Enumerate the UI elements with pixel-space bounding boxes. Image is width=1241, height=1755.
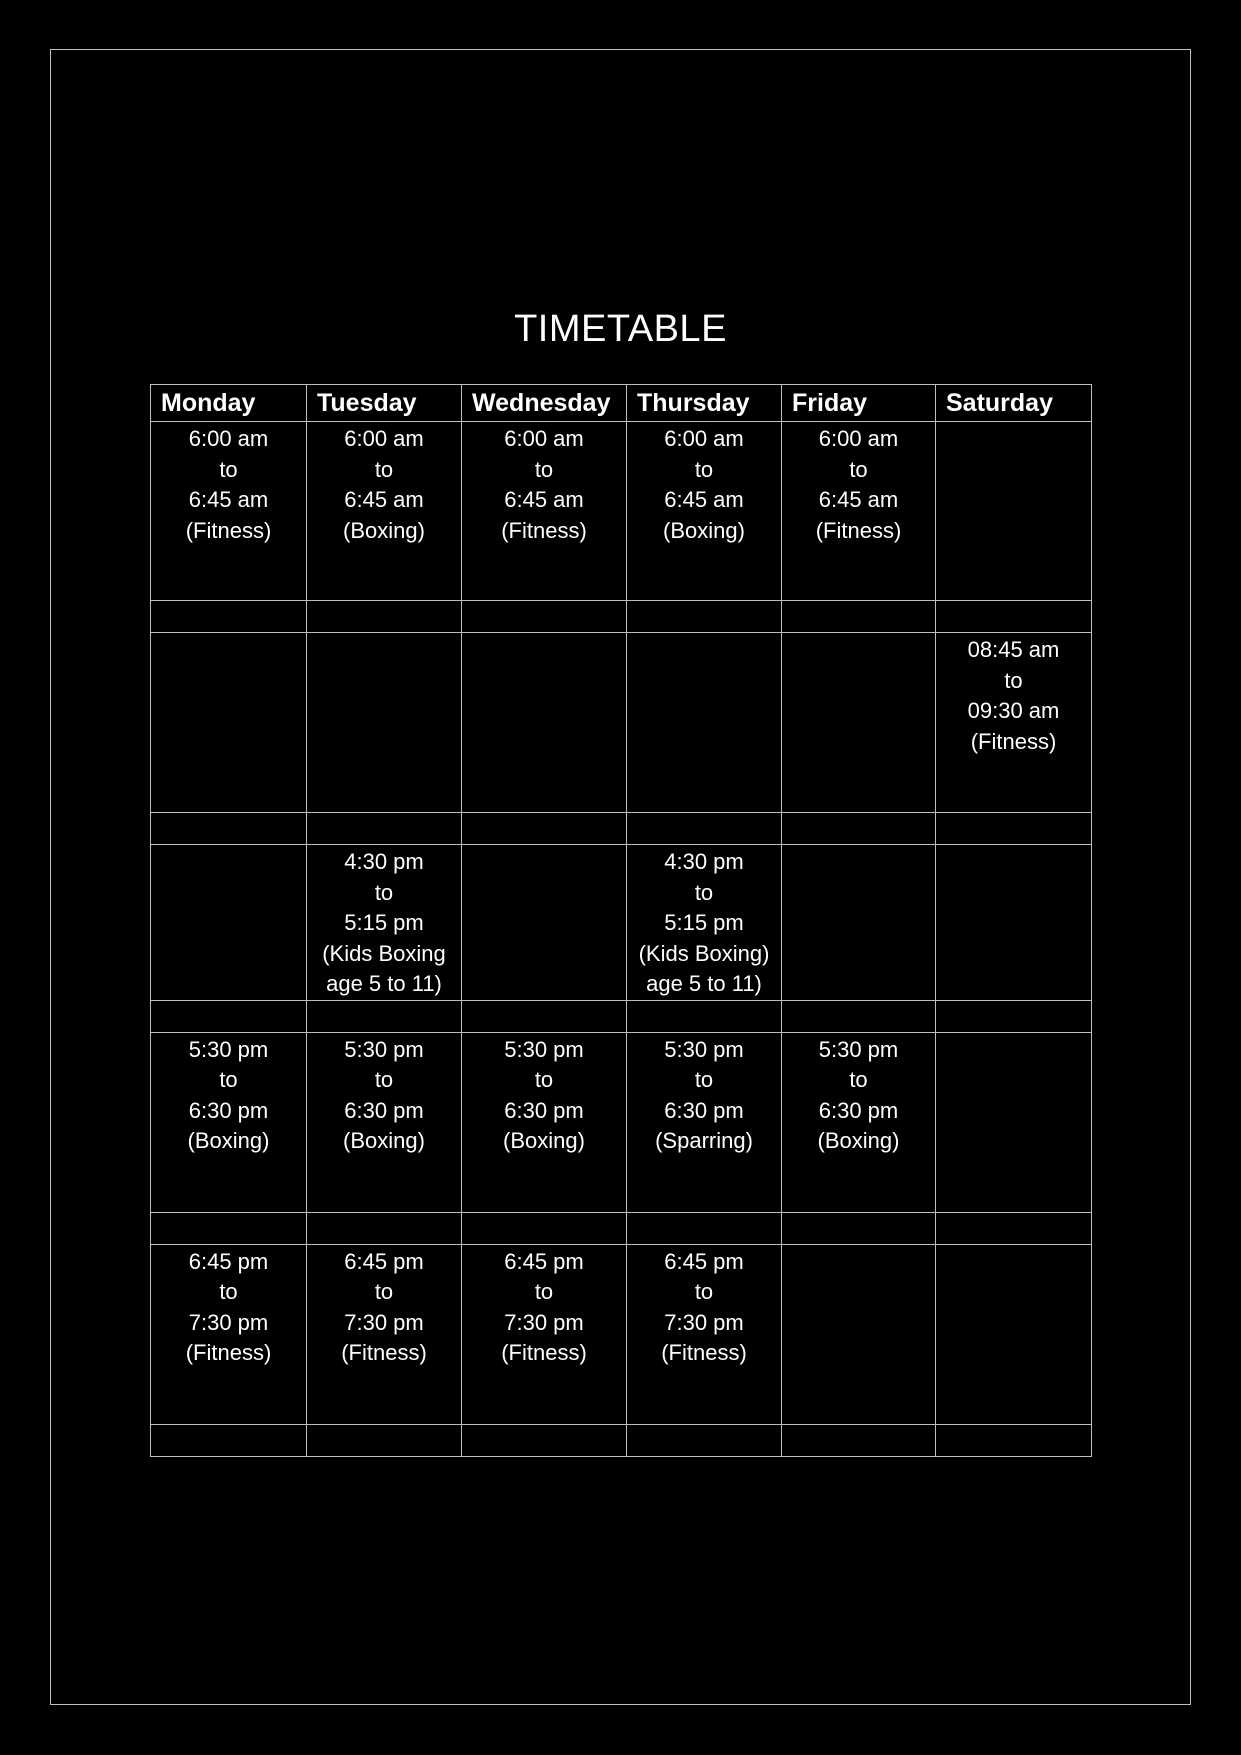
class-slot-line: to bbox=[534, 456, 554, 482]
class-slot-line: to bbox=[694, 456, 714, 482]
class-slot-line: to bbox=[694, 1279, 714, 1304]
class-slot-line: (Fitness) bbox=[185, 1340, 272, 1365]
timetable-row bbox=[151, 422, 1092, 601]
class-slot-line: to bbox=[534, 1279, 554, 1304]
class-slot-monday bbox=[151, 422, 307, 601]
class-slot-tuesday bbox=[307, 1032, 462, 1212]
class-slot-line: (Fitness) bbox=[341, 1340, 427, 1365]
class-slot-line: 4:30 pm bbox=[344, 849, 424, 874]
class-slot-line: 6:30 pm bbox=[344, 1097, 424, 1123]
spacer-cell bbox=[782, 1424, 936, 1456]
class-slot-friday bbox=[782, 1244, 936, 1424]
class-slot-line: (Fitness) bbox=[970, 728, 1057, 754]
class-slot-thursday bbox=[627, 1244, 782, 1424]
timetable-row bbox=[151, 1032, 1092, 1212]
day-header-saturday: Saturday bbox=[936, 385, 1092, 422]
class-slot-line: 6:00 am bbox=[664, 426, 744, 451]
spacer-cell bbox=[936, 1424, 1092, 1456]
class-slot-saturday bbox=[936, 1244, 1092, 1424]
class-slot-tuesday bbox=[307, 1244, 462, 1424]
spacer-cell bbox=[307, 1000, 462, 1032]
class-slot-line: 7:30 pm bbox=[664, 1309, 744, 1335]
day-header-thursday: Thursday bbox=[627, 385, 782, 422]
spacer-cell bbox=[782, 813, 936, 845]
class-slot-monday bbox=[151, 1244, 307, 1424]
class-slot-line: 6:45 am bbox=[504, 487, 584, 512]
class-slot-line: 6:45 am bbox=[188, 487, 269, 512]
class-slot-line: 7:30 pm bbox=[188, 1309, 269, 1335]
class-slot-line: 6:45 pm bbox=[504, 1248, 584, 1274]
spacer-cell bbox=[462, 601, 627, 633]
class-slot-line: to bbox=[219, 456, 238, 482]
class-slot-line: 6:00 am bbox=[818, 426, 899, 451]
class-slot-line: (Fitness) bbox=[185, 517, 272, 543]
spacer-cell bbox=[782, 1000, 936, 1032]
class-slot-line: to bbox=[534, 1067, 554, 1092]
class-slot-line: (Boxing) bbox=[187, 1128, 270, 1153]
class-slot-tuesday bbox=[307, 845, 462, 1001]
class-slot-line: to bbox=[849, 1067, 868, 1092]
day-header-wednesday: Wednesday bbox=[462, 385, 627, 422]
spacer-cell bbox=[462, 1424, 627, 1456]
class-slot-line: 6:45 pm bbox=[664, 1248, 744, 1274]
class-slot-line: (Kids Boxing bbox=[322, 940, 446, 966]
class-slot-wednesday bbox=[462, 1244, 627, 1424]
timetable-row bbox=[151, 633, 1092, 813]
class-slot-line: 5:30 pm bbox=[664, 1036, 744, 1062]
class-slot-saturday bbox=[936, 422, 1092, 601]
class-slot-line: (Kids Boxing) bbox=[638, 940, 770, 966]
class-slot-line: 6:45 pm bbox=[188, 1248, 269, 1274]
class-slot-thursday bbox=[627, 1032, 782, 1212]
spacer-cell bbox=[462, 1212, 627, 1244]
class-slot-line: (Boxing) bbox=[343, 517, 425, 543]
spacer-row bbox=[151, 1000, 1092, 1032]
class-slot-line: (Boxing) bbox=[343, 1128, 425, 1153]
spacer-cell bbox=[151, 1212, 307, 1244]
class-slot-friday bbox=[782, 422, 936, 601]
day-header-monday: Monday bbox=[151, 385, 307, 422]
day-header-tuesday: Tuesday bbox=[307, 385, 462, 422]
class-slot-friday bbox=[782, 633, 936, 813]
class-slot-line: to bbox=[694, 879, 714, 905]
spacer-row bbox=[151, 813, 1092, 845]
class-slot-line: 6:30 pm bbox=[504, 1097, 584, 1123]
class-slot-line: 5:15 pm bbox=[664, 910, 744, 935]
class-slot-friday bbox=[782, 845, 936, 1001]
class-slot-line: to bbox=[849, 456, 868, 482]
class-slot-line: (Fitness) bbox=[661, 1340, 747, 1365]
class-slot-line: to bbox=[219, 1279, 238, 1304]
class-slot-saturday bbox=[936, 845, 1092, 1001]
class-slot-wednesday bbox=[462, 422, 627, 601]
class-slot-line: 7:30 pm bbox=[344, 1309, 424, 1335]
class-slot-line: to bbox=[374, 456, 394, 482]
class-slot-line: 6:45 am bbox=[344, 487, 424, 512]
class-slot-line: 6:45 pm bbox=[344, 1248, 424, 1274]
class-slot-wednesday bbox=[462, 1032, 627, 1212]
class-slot-line: 6:00 am bbox=[504, 426, 584, 451]
class-slot-line: (Fitness) bbox=[501, 517, 587, 543]
class-slot-line: 5:30 pm bbox=[188, 1036, 269, 1062]
spacer-cell bbox=[627, 813, 782, 845]
class-slot-line: 09:30 am bbox=[967, 698, 1060, 723]
class-slot-line: to bbox=[219, 1067, 238, 1092]
spacer-cell bbox=[627, 601, 782, 633]
spacer-row bbox=[151, 1424, 1092, 1456]
class-slot-line: 6:30 pm bbox=[818, 1097, 899, 1123]
timetable-row bbox=[151, 1244, 1092, 1424]
spacer-cell bbox=[462, 1000, 627, 1032]
class-slot-line: 6:30 pm bbox=[664, 1097, 744, 1123]
class-slot-line: (Fitness) bbox=[501, 1340, 587, 1365]
class-slot-wednesday bbox=[462, 633, 627, 813]
spacer-cell bbox=[151, 813, 307, 845]
class-slot-line: 4:30 pm bbox=[664, 849, 744, 874]
class-slot-line: 6:00 am bbox=[188, 426, 269, 451]
spacer-cell bbox=[307, 813, 462, 845]
class-slot-line: to bbox=[374, 1067, 394, 1092]
class-slot-line: 5:30 pm bbox=[344, 1036, 424, 1062]
class-slot-monday bbox=[151, 633, 307, 813]
spacer-cell bbox=[936, 601, 1092, 633]
class-slot-line: to bbox=[374, 879, 394, 905]
class-slot-thursday bbox=[627, 633, 782, 813]
class-slot-line: age 5 to 11) bbox=[326, 971, 442, 996]
class-slot-saturday bbox=[936, 633, 1092, 813]
spacer-cell bbox=[307, 1424, 462, 1456]
class-slot-line: (Boxing) bbox=[663, 517, 745, 543]
spacer-cell bbox=[151, 1424, 307, 1456]
spacer-cell bbox=[936, 1212, 1092, 1244]
class-slot-line: to bbox=[1004, 667, 1023, 693]
class-slot-thursday bbox=[627, 422, 782, 601]
spacer-row bbox=[151, 601, 1092, 633]
class-slot-thursday bbox=[627, 845, 782, 1001]
class-slot-monday bbox=[151, 1032, 307, 1212]
timetable bbox=[150, 384, 1092, 1457]
class-slot-line: 5:30 pm bbox=[818, 1036, 899, 1062]
class-slot-line: (Sparring) bbox=[655, 1128, 753, 1153]
timetable-row bbox=[151, 845, 1092, 1001]
class-slot-line: (Fitness) bbox=[815, 517, 902, 543]
class-slot-monday bbox=[151, 845, 307, 1001]
class-slot-friday bbox=[782, 1032, 936, 1212]
spacer-cell bbox=[627, 1000, 782, 1032]
class-slot-line: 6:45 am bbox=[818, 487, 899, 512]
spacer-cell bbox=[782, 1212, 936, 1244]
timetable-header-row bbox=[151, 385, 1092, 422]
class-slot-line: to bbox=[694, 1067, 714, 1092]
spacer-cell bbox=[307, 1212, 462, 1244]
class-slot-line: 6:30 pm bbox=[188, 1097, 269, 1123]
class-slot-wednesday bbox=[462, 845, 627, 1001]
class-slot-line: 5:15 pm bbox=[344, 910, 424, 935]
class-slot-line: 08:45 am bbox=[967, 637, 1060, 662]
spacer-row bbox=[151, 1212, 1092, 1244]
spacer-cell bbox=[936, 1000, 1092, 1032]
day-header-friday: Friday bbox=[782, 385, 936, 422]
class-slot-line: age 5 to 11) bbox=[646, 971, 762, 996]
class-slot-saturday bbox=[936, 1032, 1092, 1212]
class-slot-line: 7:30 pm bbox=[504, 1309, 584, 1335]
class-slot-line: (Boxing) bbox=[817, 1128, 900, 1153]
page-title: TIMETABLE bbox=[514, 308, 727, 350]
spacer-cell bbox=[782, 601, 936, 633]
spacer-cell bbox=[936, 813, 1092, 845]
class-slot-line: 5:30 pm bbox=[504, 1036, 584, 1062]
spacer-cell bbox=[627, 1212, 782, 1244]
spacer-cell bbox=[307, 601, 462, 633]
spacer-cell bbox=[462, 813, 627, 845]
spacer-cell bbox=[627, 1424, 782, 1456]
class-slot-tuesday bbox=[307, 422, 462, 601]
class-slot-line: 6:45 am bbox=[664, 487, 744, 512]
class-slot-tuesday bbox=[307, 633, 462, 813]
spacer-cell bbox=[151, 601, 307, 633]
spacer-cell bbox=[151, 1000, 307, 1032]
class-slot-line: 6:00 am bbox=[344, 426, 424, 451]
class-slot-line: to bbox=[374, 1279, 394, 1304]
class-slot-line: (Boxing) bbox=[503, 1128, 585, 1153]
